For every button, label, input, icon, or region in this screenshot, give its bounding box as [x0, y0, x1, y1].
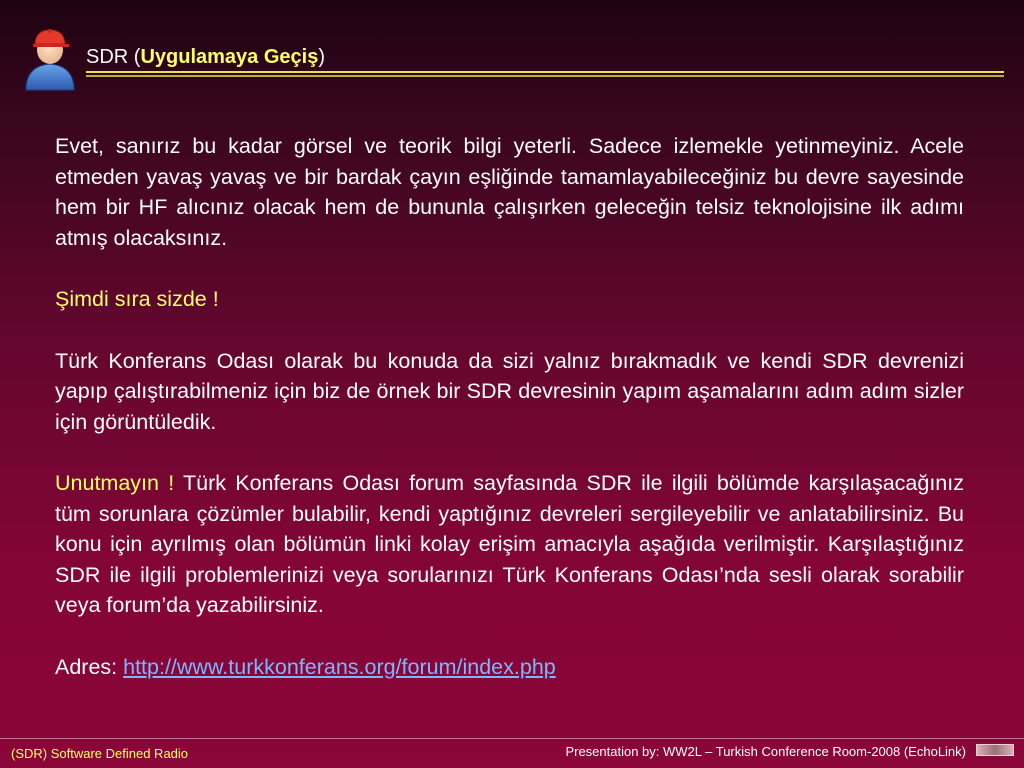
- slide-body: [55, 131, 964, 713]
- paragraph-forum-text: Türk Konferans Odası forum sayfasında SDR ile ilgili bölümde karşılaşacağınız tüm sorunlara çözümler bulabilir, kendi yaptığınız devreleri sergileyebilir ve anlatabilirsiniz. Bu konu için ayrılmış olan bölümün linki kolay erişim amacıyla aşağıda verilmiştir. Karşılaştığınız SDR ile ilgili problemlerinizi veya sorularınızı Türk Konferans Odası’nda sesli olarak sorabilir veya forum’da yazabilirsiniz.: [55, 471, 964, 617]
- paragraph-forum: [55, 468, 964, 621]
- footer-left-text: (SDR) Software Defined Radio: [11, 746, 189, 761]
- address-line: [55, 652, 964, 683]
- paragraph-circuit: Türk Konferans Odası olarak bu konuda da sizi yalnız bırakmadık ve kendi SDR devrenizi yapıp çalıştırabilmeniz için biz de örnek bir SDR devresinin yapım aşamalarını adım adım sizler için görüntüledik.: [55, 348, 964, 434]
- title-suffix: ): [318, 46, 325, 68]
- footer-logo-icon: [976, 744, 1014, 756]
- footer-right-text: Presentation by: WW2L – Turkish Conference Room-2008 (EchoLink): [565, 744, 966, 759]
- title-prefix: SDR (: [86, 46, 141, 68]
- reminder-label: Unutmayın !: [55, 471, 175, 495]
- user-avatar-icon: [22, 26, 78, 92]
- callout-text: Şimdi sıra sizde !: [55, 287, 219, 311]
- address-label: Adres:: [55, 654, 124, 679]
- paragraph-intro: Evet, sanırız bu kadar görsel ve teorik bilgi yeterli. Sadece izlemekle yetinmeyiniz. Acele etmeden yavaş yavaş ve bir bardak çayın eşliğinde tamamlayabileceğiniz bu devre sayesinde hem bir HF alıcınız olacak hem de bununla çalışırken geleceğin telsiz teknolojisine ilk adımı atmış olacaksınız.: [55, 134, 964, 250]
- footer-divider: [0, 738, 1024, 739]
- slide-header: [0, 0, 1024, 100]
- slide-title: [86, 46, 325, 69]
- title-underline: [86, 71, 1004, 77]
- forum-link[interactable]: http://www.turkkonferans.org/forum/index.php: [123, 654, 556, 679]
- title-bold: Uygulamaya Geçiş: [140, 46, 319, 68]
